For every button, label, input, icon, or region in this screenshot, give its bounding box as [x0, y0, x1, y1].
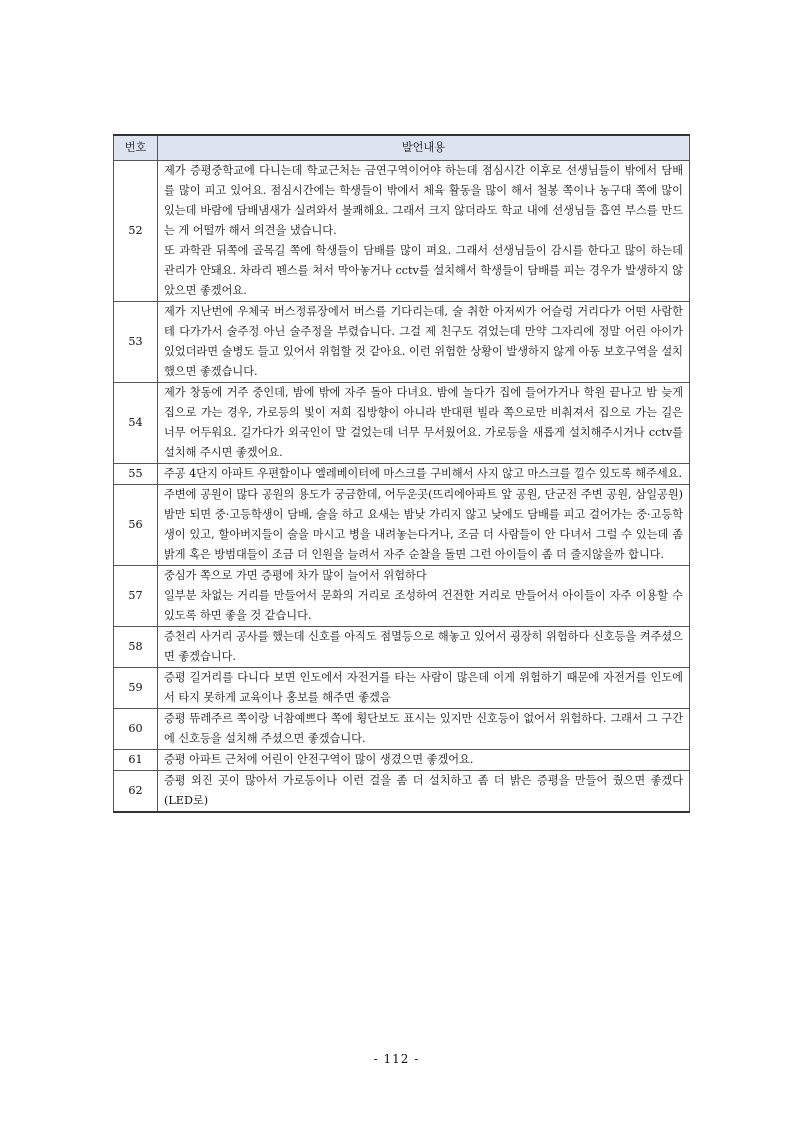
row-statement: [158, 161, 690, 302]
header-content: 발언내용: [158, 135, 690, 161]
row-number: 59: [114, 668, 158, 709]
table-row: [114, 383, 690, 464]
row-statement: [158, 464, 690, 485]
statement-paragraph: 증평 길거리를 다니다 보면 인도에서 자전거를 타는 사람이 많은데 이게 위험하기 때문에 자전거를 인도에서 타지 못하게 교육이나 홍보를 해주면 좋겠음: [164, 671, 683, 704]
table-row: [114, 161, 690, 302]
statement-paragraph: 제가 창동에 거주 중인데, 밤에 밖에 자주 돌아 다녀요. 밤에 놀다가 집에 들어가거나 학원 끝나고 밤 늦게 집으로 가는 경우, 가로등의 빛이 저희 집방향이 아니라 반대편 빌라 쪽으로만 비춰져서 집으로 가는 길은 너무 어두워요. 길가다가 외국인이 말 걸었는데 너무 무서웠어요. 가로등을 새롭게 설치해주시거나 cctv를 설치해 주시면 좋겠어요.: [164, 386, 683, 459]
table-row: [114, 750, 690, 771]
table-row: [114, 566, 690, 627]
statement-paragraph: 증평 외진 곳이 많아서 가로등이나 이런 걸을 좀 더 설치하고 좀 더 밝은 증평을 만들어 줬으면 좋겠다 (LED로): [164, 774, 683, 807]
table-row: [114, 771, 690, 813]
row-number: 60: [114, 709, 158, 750]
table-header-row: [114, 135, 690, 161]
row-statement: [158, 750, 690, 771]
row-statement: [158, 485, 690, 566]
statement-paragraph: 제가 증평중학교에 다니는데 학교근처는 금연구역이어야 하는데 점심시간 이후로 선생님들이 밖에서 담배를 많이 피고 있어요. 점심시간에는 학생들이 밖에서 체육 활동을 많이 해서 철봉 쪽이나 농구대 쪽에 많이 있는데 바람에 담배냄새가 실려와서 불쾌해요. 그래서 크지 않더라도 학교 내에 선생님들 흡연 부스를 만드는 게 어떨까 해서 의견을 냈습니다.: [164, 164, 683, 237]
statement-table: [113, 134, 690, 813]
row-statement: [158, 383, 690, 464]
page-number: - 112 -: [373, 1052, 420, 1066]
statement-paragraph: 일부분 차없는 거리를 만들어서 문화의 거리로 조성하여 건전한 거리로 만들어서 아이들이 자주 이용할 수 있도록 하면 좋을 것 같습니다.: [164, 589, 683, 622]
row-statement: [158, 566, 690, 627]
row-number: 53: [114, 302, 158, 383]
row-statement: [158, 302, 690, 383]
row-number: 62: [114, 771, 158, 813]
row-number: 54: [114, 383, 158, 464]
row-number: 52: [114, 161, 158, 302]
statement-paragraph: 증평 뜌레주르 쪽이랑 너참예쁘다 쪽에 횡단보도 표시는 있지만 신호등이 없어서 위험하다. 그래서 그 구간에 신호등을 설치해 주셨으면 좋겠습니다.: [164, 712, 683, 745]
row-number: 57: [114, 566, 158, 627]
statement-paragraph: 중심가 쪽으로 가면 증평에 차가 많이 늘어서 위험하다: [164, 569, 427, 582]
table-row: [114, 709, 690, 750]
row-statement: [158, 771, 690, 813]
statement-paragraph: 주변에 공원이 많다 공원의 용도가 궁금한데, 어두운곳(뜨리에아파트 앞 공원, 단군전 주변 공원, 삼일공원) 밤만 되면 중·고등학생이 담배, 술을 하고 요새는 밤낮 가리지 않고 낮에도 담배를 피고 걸어가는 중·고등학생이 있고, 할아버지들이 술을 마시고 병을 내려놓는다거나, 조금 더 사람들이 안 다녀서 그럴 수 있는데 좀 밝게 혹은 방범대들이 조금 더 인원을 늘려서 자주 순찰을 돌면 그런 아이들이 좀 더 줄지않을까 합니다.: [164, 488, 683, 561]
statement-paragraph: 제가 지난번에 우체국 버스정류장에서 버스를 기다리는데, 술 취한 아저씨가 어슬렁 거리다가 어떤 사람한테 다가가서 술주정 아닌 술주정을 부렸습니다. 그걸 제 친구도 겪었는데 만약 그자리에 정말 어린 아이가 있었더라면 술병도 들고 있어서 위험할 것 같아요. 이런 위험한 상황이 발생하지 않게 아동 보호구역을 설치했으면 좋겠습니다.: [164, 305, 683, 378]
row-statement: [158, 668, 690, 709]
table-row: [114, 668, 690, 709]
table-body: [114, 161, 690, 813]
row-number: 61: [114, 750, 158, 771]
statement-paragraph: 증평 아파트 근처에 어린이 안전구역이 많이 생겼으면 좋겠어요.: [164, 753, 474, 766]
table-row: [114, 302, 690, 383]
statement-paragraph: 증천리 사거리 공사를 했는데 신호를 아직도 점멸등으로 해놓고 있어서 굉장히 위험하다 신호등을 켜주셨으면 좋겠습니다.: [164, 630, 683, 663]
statement-paragraph: 또 과학관 뒤쪽에 골목길 쪽에 학생들이 담배를 많이 펴요. 그래서 선생님들이 감시를 한다고 많이 하는데 관리가 안돼요. 차라리 펜스를 쳐서 막아놓거나 cctv를 설치해서 학생들이 담배를 피는 경우가 발생하지 않았으면 좋겠어요.: [164, 244, 683, 297]
table-row: [114, 464, 690, 485]
row-number: 58: [114, 627, 158, 668]
row-statement: [158, 627, 690, 668]
table-row: [114, 485, 690, 566]
row-number: 55: [114, 464, 158, 485]
header-number: 번호: [114, 135, 158, 161]
statement-paragraph: 주공 4단지 아파트 우편함이나 엘레베이터에 마스크를 구비해서 사지 않고 마스크를 낄수 있도록 해주세요.: [164, 467, 683, 480]
row-number: 56: [114, 485, 158, 566]
statement-table-container: [113, 134, 689, 813]
row-statement: [158, 709, 690, 750]
table-row: [114, 627, 690, 668]
